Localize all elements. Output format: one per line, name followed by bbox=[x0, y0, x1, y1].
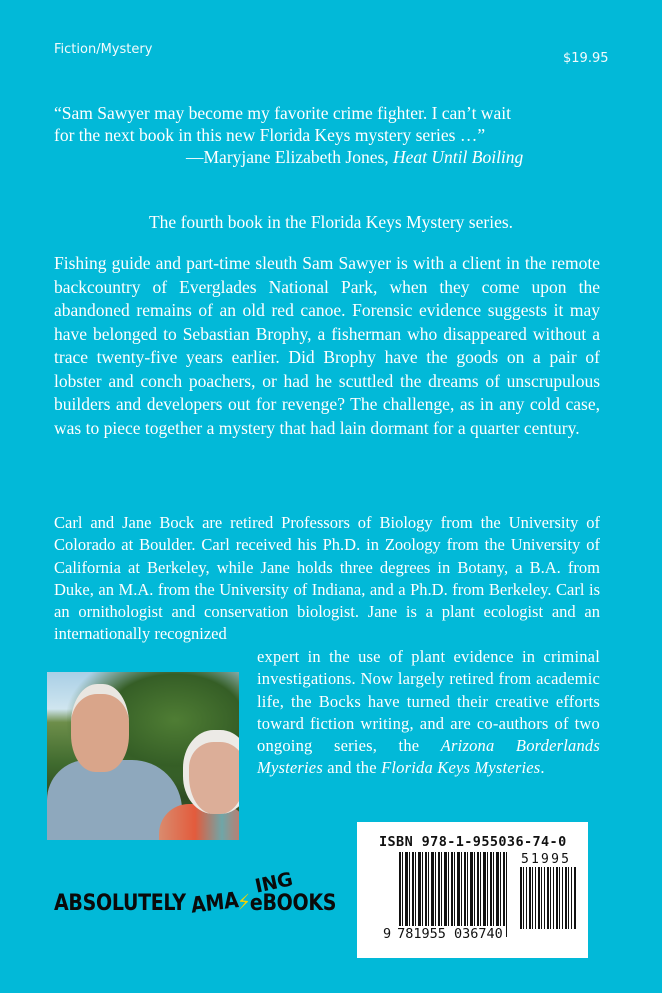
review-blurb bbox=[54, 102, 600, 168]
price-label: $19.95 bbox=[563, 51, 609, 66]
isbn-barcode bbox=[357, 822, 588, 958]
barcode-number: 781955 036740 bbox=[397, 926, 503, 942]
author-bio-continued bbox=[257, 646, 600, 780]
photo-woman-head bbox=[183, 730, 239, 814]
review-author: —Maryjane Elizabeth Jones, bbox=[186, 147, 394, 167]
lightning-bolt-icon: ⚡ bbox=[235, 889, 253, 915]
barcode-lead-digit: 9 bbox=[383, 926, 392, 942]
logo-word-ing: ING bbox=[253, 868, 295, 898]
bio-connector: and the bbox=[322, 758, 382, 778]
barcode-bars-addon bbox=[520, 867, 576, 929]
book-synopsis: Fishing guide and part-time sleuth Sam Sawyer is with a client in the remote backcountry of Everglades National Park, when they come upon the abandoned remains of an old red canoe. Forensic evidence suggests it may have belonged to Sebastian Brophy, a fisherman who disappeared without a trace twenty-five years earlier. Did Brophy have the goods on a pair of lobster and conch poachers, or had he scuttled the dreams of unscrupulous builders and developers out for revenge? The challenge, as in any cold case, was to piece together a mystery that had lain dormant for a quarter century. bbox=[54, 253, 600, 438]
genre-label: Fiction/Mystery bbox=[54, 42, 153, 57]
barcode-bars-main bbox=[399, 852, 507, 937]
logo-word-ama: AMA bbox=[189, 887, 240, 919]
author-photo bbox=[47, 672, 239, 840]
review-book-title: Heat Until Boiling bbox=[393, 147, 524, 167]
series-statement: The fourth book in the Florida Keys Mystery series. bbox=[148, 212, 514, 232]
author-bio: Carl and Jane Bock are retired Professors of Biology from the University of Colorado at Boulder. Carl received his Ph.D. in Zoology from the University of California at Berkeley, while Jane holds three degrees in Botany, a B.A. from Duke, an M.A. from the University of Indiana, and a Ph.D. from Berkeley. Carl is an ornithologist and conservation biologist. Jane is a plant ecologist and an internationally recognized bbox=[54, 513, 600, 644]
isbn-label: ISBN 978-1-955036-74-0 bbox=[379, 834, 567, 850]
logo-word-absolutely: ABSOLUTELY bbox=[54, 890, 186, 916]
review-attribution bbox=[54, 146, 600, 168]
barcode-digits bbox=[383, 926, 505, 942]
logo-word-ebooks: eBOOKS bbox=[249, 890, 337, 916]
series-title-florida: Florida Keys Mysteries bbox=[381, 758, 541, 778]
series-title-arizona: Arizona Borderlands Mysteries bbox=[257, 736, 601, 778]
barcode-price-code: 51995 bbox=[521, 852, 572, 867]
review-quote-line-1: “Sam Sawyer may become my favorite crime fighter. I can’t wait bbox=[54, 103, 511, 123]
bio-wrapped-text: expert in the use of plant evidence in criminal investigations. Now largely retired from academic life, the Bocks have turned their creative efforts toward fiction writing, and are co-authors of two ongoing series, the bbox=[257, 647, 600, 756]
publisher-logo bbox=[54, 868, 337, 919]
bio-end: . bbox=[540, 758, 545, 778]
review-quote-line-2: for the next book in this new Florida Keys mystery series …” bbox=[54, 125, 486, 145]
photo-man-head bbox=[71, 684, 129, 772]
